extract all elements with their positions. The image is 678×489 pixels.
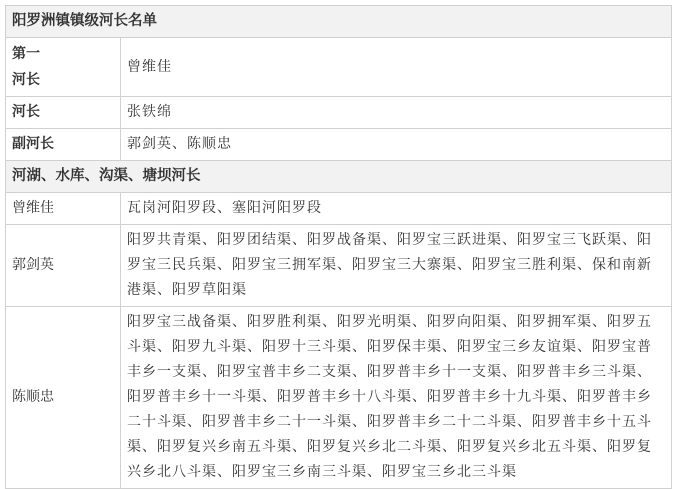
table-row [6,307,672,489]
row-value-deputy-chief: 郭剑英、陈顺忠 [121,129,672,161]
row-label-chief: 河长 [6,97,121,129]
table-row [6,38,672,97]
row-label-deputy-chief: 副河长 [6,129,121,161]
table-row [6,193,672,225]
section-row-label: 曾维佳 [6,193,121,225]
row-value-chief: 张铁绵 [121,97,672,129]
section-row-label: 郭剑英 [6,225,121,307]
table-title: 阳罗洲镇镇级河长名单 [6,6,672,38]
section-row-value: 阳罗宝三战备渠、阳罗胜利渠、阳罗光明渠、阳罗向阳渠、阳罗拥军渠、阳罗五斗渠、阳罗九斗渠、阳罗十三斗渠、阳罗保丰渠、阳罗宝三乡友谊渠、阳罗宝普丰乡一支渠、阳罗宝普丰乡二支渠、阳罗普丰乡十一支渠、阳罗普丰乡三斗渠、阳罗普丰乡十一斗渠、阳罗普丰乡十八斗渠、阳罗普丰乡十九斗渠、阳罗普丰乡二十斗渠、阳罗普丰乡二十一斗渠、阳罗普丰乡二十二斗渠、阳罗普丰乡十五斗渠、阳罗复兴乡南五斗渠、阳罗复兴乡北二斗渠、阳罗复兴乡北五斗渠、阳罗复兴乡北八斗渠、阳罗宝三乡南三斗渠、阳罗宝三乡北三斗渠 [121,307,672,489]
title-row [6,6,672,38]
section-row-value: 瓦岗河阳罗段、塞阳河阳罗段 [121,193,672,225]
river-chief-table [5,5,672,489]
section-title-row [6,161,672,193]
table-row [6,97,672,129]
table-row [6,225,672,307]
row-value-first-chief: 曾维佳 [121,38,672,97]
section-title: 河湖、水库、沟渠、塘坝河长 [6,161,672,193]
section-row-label: 陈顺忠 [6,307,121,489]
table-row [6,129,672,161]
row-label-first-chief: 第一河长 [6,38,121,97]
section-row-value: 阳罗共青渠、阳罗团结渠、阳罗战备渠、阳罗宝三跃进渠、阳罗宝三飞跃渠、阳罗宝三民兵渠、阳罗宝三拥军渠、阳罗宝三大寨渠、阳罗宝三胜利渠、保和南新港渠、阳罗草阳渠 [121,225,672,307]
